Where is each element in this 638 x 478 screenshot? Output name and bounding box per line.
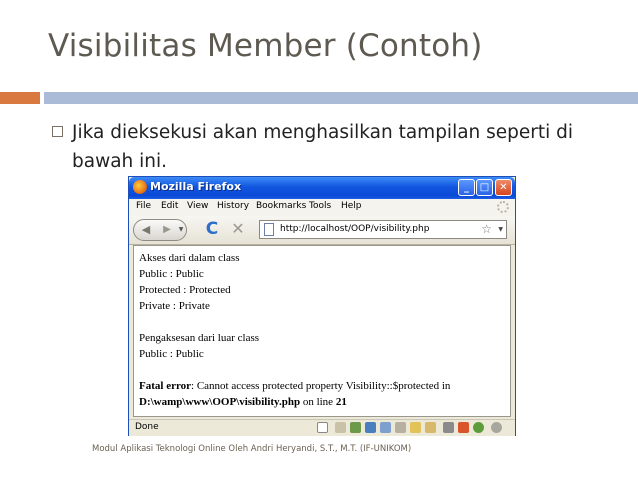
back-forward-group <box>133 219 187 241</box>
output-line: Protected : Protected <box>139 284 231 296</box>
refresh-status-icon[interactable] <box>395 422 406 433</box>
menu-view[interactable]: View <box>187 201 209 211</box>
addon-status-icon[interactable] <box>491 422 502 433</box>
firefox-icon <box>133 180 147 194</box>
error-line-number: 21 <box>335 396 347 408</box>
menu-file[interactable]: File <box>136 201 152 211</box>
close-button[interactable]: ✕ <box>495 179 512 196</box>
output-line: Pengaksesan dari luar class <box>139 332 260 344</box>
stop-button[interactable]: ✕ <box>231 219 245 238</box>
status-bar <box>129 419 515 436</box>
throbber-icon <box>497 201 509 213</box>
error-on-line: on line <box>300 396 336 408</box>
bullet-square-icon <box>52 126 63 137</box>
bookmark-star-icon[interactable]: ☆ <box>481 222 492 236</box>
error-label: Fatal error <box>139 380 192 392</box>
menu-help[interactable]: Help <box>341 201 362 211</box>
menu-history[interactable]: History <box>217 201 250 211</box>
navigation-toolbar <box>129 216 515 245</box>
menu-bar <box>129 199 515 216</box>
page-icon <box>264 223 274 236</box>
output-line: Public : Public <box>139 348 204 360</box>
feed-icon[interactable] <box>410 422 421 433</box>
accent-bar-orange <box>0 92 40 104</box>
menu-bookmarks[interactable]: Bookmarks <box>256 201 307 211</box>
history-dropdown-icon[interactable]: ▼ <box>178 226 184 233</box>
slide-footer: Modul Aplikasi Teknologi Online Oleh Andri Heryandi, S.T., M.T. (IF-UNIKOM) <box>92 444 412 454</box>
output-line: Akses dari dalam class <box>139 252 240 264</box>
url-dropdown-icon[interactable]: ▼ <box>498 226 503 233</box>
back-button[interactable]: ◀ <box>141 223 151 236</box>
url-text[interactable]: http://localhost/OOP/visibility.php <box>280 224 430 234</box>
output-line: Private : Private <box>139 300 210 312</box>
forward-button[interactable]: ▶ <box>163 224 171 235</box>
page-content <box>133 245 511 417</box>
window-titlebar[interactable] <box>129 177 515 199</box>
mail-icon[interactable] <box>425 422 436 433</box>
save-icon[interactable] <box>365 422 376 433</box>
maximize-button[interactable]: □ <box>476 179 493 196</box>
extension-icon[interactable] <box>350 422 361 433</box>
page-info-icon[interactable] <box>317 422 328 433</box>
minimize-button[interactable]: _ <box>458 179 475 196</box>
error-line-2 <box>139 394 507 410</box>
edit-icon[interactable] <box>335 422 346 433</box>
slide-title: Visibilitas Member (Contoh) <box>48 28 483 64</box>
accent-bar-blue <box>44 92 638 104</box>
tools-icon[interactable] <box>443 422 454 433</box>
error-line-1 <box>139 378 507 394</box>
error-message: : Cannot access protected property Visibility::$protected in <box>191 380 451 392</box>
menu-edit[interactable]: Edit <box>161 201 179 211</box>
bullet-text: Jika dieksekusi akan menghasilkan tampilan seperti di bawah ini. <box>72 122 574 172</box>
browser-window <box>128 176 516 436</box>
url-bar[interactable] <box>259 220 507 239</box>
ok-status-icon[interactable] <box>473 422 484 433</box>
output-line: Public : Public <box>139 268 204 280</box>
status-text: Done <box>135 422 159 432</box>
alert-icon[interactable] <box>458 422 469 433</box>
reload-button[interactable]: C <box>205 219 219 239</box>
window-title: Mozilla Firefox <box>150 180 242 193</box>
menu-tools[interactable]: Tools <box>309 201 332 211</box>
error-path: D:\wamp\www\OOP\visibility.php <box>139 396 301 408</box>
devtools-icon[interactable] <box>380 422 391 433</box>
